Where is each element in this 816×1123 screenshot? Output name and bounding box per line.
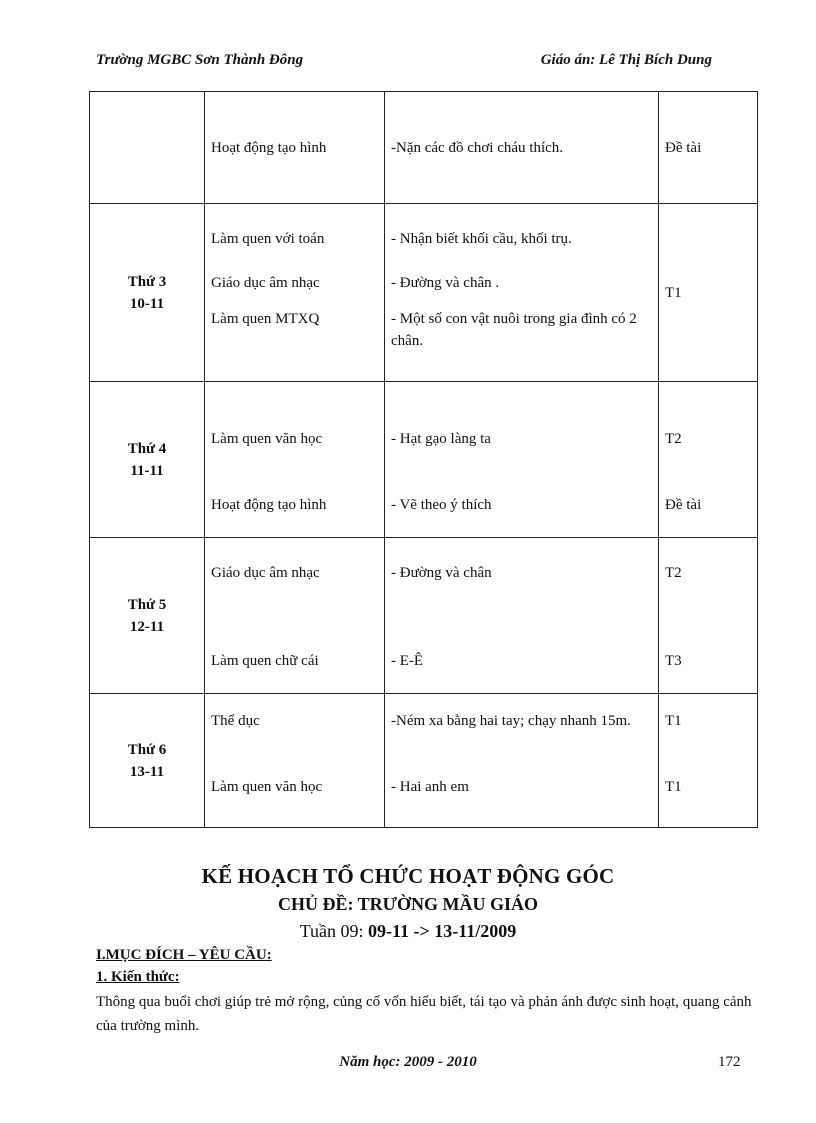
plan-title: KẾ HOẠCH TỔ CHỨC HOẠT ĐỘNG GÓC (201, 864, 615, 888)
day-name: Thứ 3 (127, 273, 167, 290)
day-cell (90, 92, 205, 204)
day-cell (90, 694, 205, 828)
weekly-plan-table (89, 91, 758, 828)
day-date: 11-11 (130, 462, 164, 479)
day-date: 13-11 (129, 763, 165, 780)
day-cell (90, 204, 205, 382)
note-cell: T2 Đề tài (659, 382, 758, 538)
note-cell: T2 T3 (659, 538, 758, 694)
activity-cell: Làm quen với toán Giáo dục âm nhạc Làm quen MTXQ (205, 204, 385, 382)
page-header (96, 52, 712, 69)
body-paragraph: Thông qua buổi chơi giúp trẻ mở rộng, củng cố vốn hiểu biết, tái tạo và phản ánh được sinh hoạt, quang cảnh của trường mình. (96, 994, 752, 1034)
day-name: Thứ 4 (127, 440, 167, 457)
subsection-heading: 1. Kiến thức: (96, 969, 180, 985)
content-cell: - Nhận biết khối cầu, khối trụ. - Đường và chân . - Một số con vật nuôi trong gia đình có 2 chân. (385, 204, 659, 382)
content-cell: -Ném xa bằng hai tay; chạy nhanh 15m. - Hai anh em (385, 694, 659, 828)
table-row (90, 204, 758, 382)
plan-week (0, 921, 816, 942)
plan-theme: CHỦ ĐỀ: TRƯỜNG MẦU GIÁO (278, 894, 538, 914)
day-date: 12-11 (129, 618, 165, 635)
day-date: 10-11 (129, 295, 165, 312)
table-row (90, 538, 758, 694)
school-year: Năm học: 2009 - 2010 (339, 1054, 477, 1070)
content-cell: - Hạt gạo làng ta - Vẽ theo ý thích (385, 382, 659, 538)
day-cell (90, 538, 205, 694)
note-cell: T1 T1 (659, 694, 758, 828)
author-name: Giáo án: Lê Thị Bích Dung (540, 52, 712, 68)
activity-cell: Làm quen văn học Hoạt động tạo hình (205, 382, 385, 538)
week-label: Tuần 09: (299, 921, 364, 941)
note-cell: Đề tài (659, 92, 758, 204)
day-name: Thứ 5 (127, 596, 167, 613)
note-cell: T1 (659, 204, 758, 382)
section-heading: I.MỤC ĐÍCH – YÊU CẦU: (96, 947, 272, 963)
activity-cell: Giáo dục âm nhạc Làm quen chữ cái (205, 538, 385, 694)
activity-cell: Hoạt động tạo hình (205, 92, 385, 204)
activity-cell: Thể dục Làm quen văn học (205, 694, 385, 828)
table-row (90, 92, 758, 204)
content-cell: - Đường và chân - E-Ê (385, 538, 659, 694)
content-cell: -Nặn các đồ chơi cháu thích. (385, 92, 659, 204)
school-name: Trường MGBC Sơn Thành Đông (96, 52, 304, 68)
day-name: Thứ 6 (127, 741, 167, 758)
day-cell (90, 382, 205, 538)
table-row (90, 382, 758, 538)
page-number: 172 (718, 1054, 741, 1070)
table-row (90, 694, 758, 828)
week-range: 09-11 -> 13-11/2009 (368, 921, 517, 941)
